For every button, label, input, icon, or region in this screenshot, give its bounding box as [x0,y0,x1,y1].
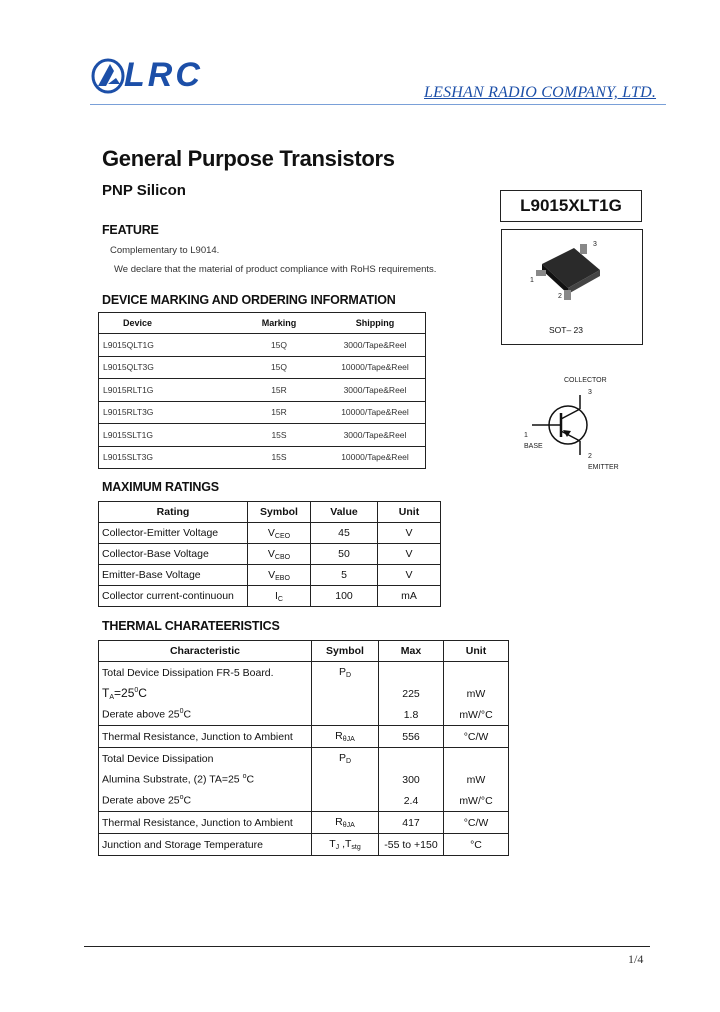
page-title: General Purpose Transistors [102,146,395,171]
ordering-header-row [99,313,426,334]
table-row [99,565,441,586]
max-ratings-header-row [99,502,441,523]
emitter-label: EMITTER [588,464,619,471]
base-label: BASE [524,443,543,450]
table-row [99,726,509,748]
pnp-transistor-icon [518,373,638,479]
cell-symbol: $I_C$ [248,586,311,607]
pnp-schematic [518,373,638,479]
col-unit: Unit [444,641,509,662]
cell-symbol [312,790,379,812]
cell-max: 556 [379,726,444,748]
header-divider [90,104,666,105]
cell-unit: V [378,544,441,565]
logo-text: LRC [124,56,203,94]
cell-value: 45 [311,523,378,544]
cell-unit: V [378,523,441,544]
cell-symbol: $P_D$ [312,662,379,684]
cell-unit: V [378,565,441,586]
table-row [99,748,509,770]
table-row [99,790,509,812]
table-row [99,683,509,704]
cell-characteristic: Thermal Resistance, Junction to Ambient [99,726,312,748]
cell-device: L9015QLT1G [99,334,234,357]
table-row [99,523,441,544]
cell-max: 1.8 [379,704,444,726]
cell-unit [444,748,509,770]
emitter-pin: 2 [588,453,592,460]
cell-shipping: 3000/Tape&Reel [325,424,426,447]
package-name: SOT– 23 [549,325,584,335]
cell-unit: mW/°C [444,790,509,812]
cell-device: L9015SLT1G [99,424,234,447]
cell-shipping: 10000/Tape&Reel [325,446,426,469]
cell-max [379,748,444,770]
cell-shipping: 3000/Tape&Reel [325,334,426,357]
table-row [99,424,426,447]
cell-symbol: $R_{\theta JA}$ [312,726,379,748]
cell-marking: 15Q [233,334,325,357]
table-row [99,356,426,379]
cell-value: 50 [311,544,378,565]
cell-unit: °C [444,834,509,856]
cell-symbol [312,704,379,726]
cell-rating: Collector current-continuoun [99,586,248,607]
cell-characteristic: Derate above $25^0C$ [99,704,312,726]
cell-marking: 15R [233,401,325,424]
cell-rating: Emitter-Base Voltage [99,565,248,586]
cell-max: 2.4 [379,790,444,812]
cell-device: L9015RLT1G [99,379,234,402]
ordering-heading: DEVICE MARKING AND ORDERING INFORMATION [102,293,396,307]
cell-device: L9015SLT3G [99,446,234,469]
cell-max: 417 [379,812,444,834]
cell-unit [444,662,509,684]
cell-max: -55 to +150 [379,834,444,856]
col-rating: Rating [99,502,248,523]
table-row [99,379,426,402]
cell-max [379,662,444,684]
table-row [99,769,509,790]
cell-marking: 15R [233,379,325,402]
cell-symbol: $V_{CEO}$ [248,523,311,544]
cell-unit: °C/W [444,812,509,834]
col-marking: Marking [233,313,325,334]
table-row [99,334,426,357]
cell-rating: Collector-Emitter Voltage [99,523,248,544]
col-symbol: Symbol [312,641,379,662]
cell-shipping: 3000/Tape&Reel [325,379,426,402]
ordering-table [98,312,426,469]
cell-symbol [312,769,379,790]
table-row [99,401,426,424]
table-row [99,446,426,469]
cell-characteristic: $T_A=25^0C$ [99,683,312,704]
part-number-box: L9015XLT1G [500,190,642,222]
cell-symbol: $T_J$ $,T_{stg}$ [312,834,379,856]
col-characteristic: Characteristic [99,641,312,662]
feature-line-2: We declare that the material of product compliance with RoHS requirements. [114,264,437,275]
package-pin-2: 2 [558,293,562,300]
cell-characteristic: Thermal Resistance, Junction to Ambient [99,812,312,834]
package-pin-1: 1 [530,277,534,284]
table-row [99,812,509,834]
cell-characteristic: Junction and Storage Temperature [99,834,312,856]
col-device: Device [99,313,234,334]
page-subtitle: PNP Silicon [102,182,186,199]
cell-marking: 15Q [233,356,325,379]
cell-value: 100 [311,586,378,607]
thermal-table [98,640,509,856]
col-unit: Unit [378,502,441,523]
cell-symbol: $P_D$ [312,748,379,770]
cell-marking: 15S [233,446,325,469]
package-pin-3: 3 [593,241,597,248]
cell-max: 300 [379,769,444,790]
table-row [99,544,441,565]
cell-marking: 15S [233,424,325,447]
thermal-heading: THERMAL CHARATEERISTICS [102,619,280,633]
cell-characteristic: Total Device Dissipation [99,748,312,770]
max-ratings-table [98,501,441,607]
col-symbol: Symbol [248,502,311,523]
cell-shipping: 10000/Tape&Reel [325,401,426,424]
cell-unit: °C/W [444,726,509,748]
table-row [99,662,509,684]
cell-characteristic: Derate above 25$^o$C [99,790,312,812]
cell-unit: mW [444,683,509,704]
cell-shipping: 10000/Tape&Reel [325,356,426,379]
cell-symbol: $R_{\theta JA}$ [312,812,379,834]
thermal-header-row [99,641,509,662]
col-value: Value [311,502,378,523]
cell-unit: mW [444,769,509,790]
base-pin: 1 [524,432,528,439]
cell-rating: Collector-Base Voltage [99,544,248,565]
cell-symbol: $V_{EBO}$ [248,565,311,586]
table-row [99,834,509,856]
collector-pin: 3 [588,389,592,396]
table-row [99,586,441,607]
cell-max: 225 [379,683,444,704]
cell-symbol [312,683,379,704]
feature-line-1: Complementary to L9014. [110,245,220,256]
footer-divider [84,946,650,947]
col-max: Max [379,641,444,662]
cell-unit: mA [378,586,441,607]
cell-value: 5 [311,565,378,586]
cell-characteristic: Total Device Dissipation FR-5 Board. [99,662,312,684]
cell-characteristic: Alumina Substrate, (2) TA=25 $^o$C [99,769,312,790]
col-shipping: Shipping [325,313,426,334]
max-ratings-heading: MAXIMUM RATINGS [102,480,219,494]
collector-label: COLLECTOR [564,377,607,384]
page-number: 1/4 [628,952,644,966]
cell-device: L9015RLT3G [99,401,234,424]
company-name: LESHAN RADIO COMPANY, LTD. [424,84,657,101]
cell-unit: mW/°C [444,704,509,726]
cell-device: L9015QLT3G [99,356,234,379]
cell-symbol: $V_{CBO}$ [248,544,311,565]
feature-heading: FEATURE [102,223,159,237]
table-row [99,704,509,726]
